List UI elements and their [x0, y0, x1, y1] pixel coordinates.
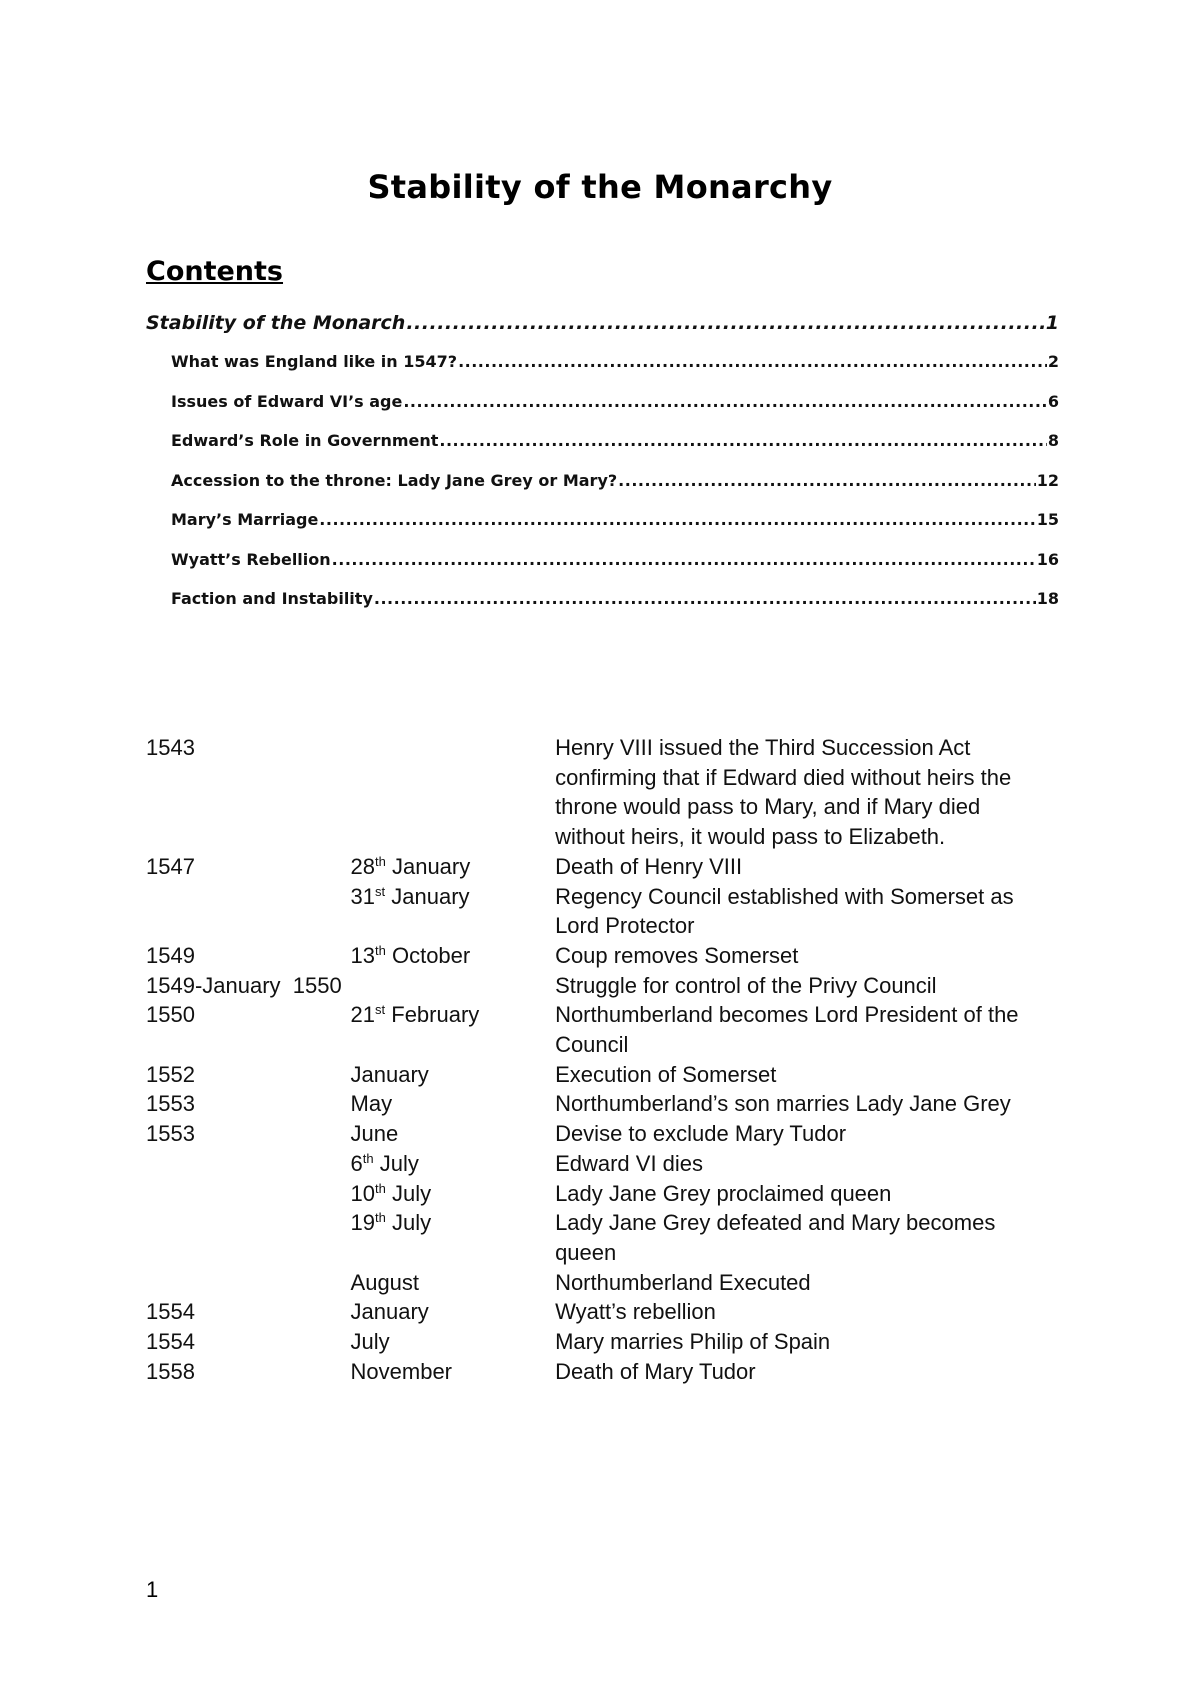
timeline-date — [351, 1179, 556, 1209]
toc-entry[interactable] — [146, 312, 1059, 352]
timeline-row — [146, 852, 1046, 882]
toc-entry-label: Faction and Instability — [171, 589, 373, 608]
toc-entry-page: 1 — [1045, 312, 1059, 334]
toc-dot-leader — [332, 550, 1036, 569]
date-month: January — [385, 853, 471, 879]
timeline-row — [146, 733, 1046, 852]
timeline-date — [351, 1268, 556, 1298]
timeline-row — [146, 1297, 1046, 1327]
toc-entry-page: 18 — [1036, 589, 1059, 608]
toc-entry[interactable] — [146, 471, 1059, 511]
toc-entry-label: What was England like in 1547? — [171, 352, 458, 371]
timeline-row — [146, 1357, 1046, 1387]
toc-entry-label: Issues of Edward VI’s age — [171, 391, 403, 411]
timeline-date — [351, 733, 556, 852]
date-month: May — [350, 1091, 393, 1117]
timeline-date — [351, 1149, 556, 1179]
date-month: January — [350, 1299, 429, 1325]
timeline-row — [146, 1000, 1046, 1059]
timeline-year: 1553 — [146, 1091, 195, 1117]
timeline-event: Northumberland Executed — [555, 1269, 811, 1295]
timeline-row — [146, 1327, 1046, 1357]
timeline-date — [351, 1060, 556, 1090]
timeline-year: 1550 — [146, 1002, 195, 1028]
toc-entry-label: Stability of the Monarch — [146, 312, 406, 334]
date-day: 10 — [350, 1180, 376, 1206]
timeline-row — [146, 1149, 1046, 1179]
date-ordinal-suffix: th — [375, 942, 386, 958]
timeline-year: 1554 — [146, 1329, 195, 1355]
timeline-row — [146, 1208, 1046, 1267]
timeline-event: Mary marries Philip of Spain — [555, 1329, 831, 1355]
timeline-date — [351, 1357, 556, 1387]
date-month: August — [350, 1269, 420, 1295]
timeline-date — [351, 1208, 556, 1267]
timeline-year — [146, 1268, 351, 1298]
timeline-date — [351, 1297, 556, 1327]
toc-entry[interactable] — [146, 510, 1059, 550]
timeline-event: Northumberland’s son marries Lady Jane Grey — [555, 1091, 1011, 1117]
timeline-row — [146, 1179, 1046, 1209]
timeline-year: 1553 — [146, 1121, 195, 1147]
timeline-year: 1549 — [146, 942, 195, 968]
timeline-year — [146, 1179, 351, 1209]
timeline-year — [146, 882, 351, 941]
date-day: 31 — [350, 883, 376, 909]
timeline-row — [146, 941, 1046, 971]
toc-entry-page: 8 — [1047, 431, 1059, 450]
toc-entry-label: Wyatt’s Rebellion — [171, 549, 331, 569]
date-ordinal-suffix: st — [375, 883, 386, 899]
toc-dot-leader — [406, 312, 1044, 334]
timeline-year: 1558 — [146, 1358, 195, 1384]
timeline-row — [146, 1060, 1046, 1090]
date-month: July — [385, 1180, 432, 1206]
toc-dot-leader — [439, 431, 1046, 450]
timeline-event: Wyatt’s rebellion — [555, 1299, 716, 1325]
date-month: June — [350, 1121, 399, 1147]
timeline-date — [351, 1119, 556, 1149]
toc-entry-page: 16 — [1036, 549, 1059, 569]
timeline-event: Lady Jane Grey defeated and Mary becomes queen — [555, 1210, 996, 1265]
contents-heading: Contents — [146, 256, 284, 287]
date-ordinal-suffix: st — [375, 1002, 386, 1018]
timeline-event: Death of Mary Tudor — [555, 1358, 756, 1384]
timeline-row — [146, 882, 1046, 941]
timeline-event: Struggle for control of the Privy Council — [555, 972, 937, 998]
toc-dot-leader — [319, 510, 1035, 529]
timeline-date — [351, 941, 556, 971]
toc-entry-page: 6 — [1047, 391, 1059, 411]
timeline-year — [146, 1208, 351, 1267]
date-month: February — [385, 1002, 480, 1028]
date-ordinal-suffix: th — [362, 1150, 374, 1166]
page-title: Stability of the Monarchy — [367, 168, 833, 206]
toc-entry[interactable] — [146, 392, 1059, 432]
toc-entry[interactable] — [146, 352, 1059, 392]
page-number: 1 — [146, 1577, 159, 1602]
toc-entry-page: 15 — [1036, 510, 1059, 529]
date-day: 21 — [350, 1002, 376, 1028]
toc-entry[interactable] — [146, 550, 1059, 590]
toc-entry-page: 2 — [1047, 352, 1059, 371]
timeline-row — [146, 1119, 1046, 1149]
date-month: July — [373, 1150, 419, 1176]
date-month: July — [385, 1210, 432, 1236]
timeline-event: Regency Council established with Somerset as Lord Protector — [555, 883, 1014, 939]
timeline-table — [146, 733, 1046, 1386]
timeline-date — [351, 1000, 556, 1059]
toc-dot-leader — [403, 392, 1047, 411]
date-day: 19 — [350, 1210, 376, 1236]
date-month: January — [385, 883, 470, 909]
toc-dot-leader — [618, 471, 1036, 490]
toc-entry-label: Accession to the throne: Lady Jane Grey or Mary? — [171, 470, 618, 490]
timeline-event: Death of Henry VIII — [555, 853, 743, 879]
date-day: 13 — [350, 942, 376, 968]
date-ordinal-suffix: th — [375, 1210, 386, 1226]
timeline-event: Execution of Somerset — [555, 1061, 777, 1087]
date-month: July — [350, 1329, 390, 1355]
timeline-event: Devise to exclude Mary Tudor — [555, 1121, 847, 1147]
toc-entry[interactable] — [146, 589, 1059, 629]
toc-entry-page: 12 — [1036, 470, 1059, 490]
timeline-event: Coup removes Somerset — [555, 942, 799, 968]
date-day: 6 — [350, 1150, 363, 1176]
timeline-date — [351, 971, 556, 1001]
toc-entry-label: Mary’s Marriage — [171, 510, 319, 529]
table-of-contents — [146, 312, 1059, 629]
date-ordinal-suffix: th — [375, 1180, 386, 1196]
date-ordinal-suffix: th — [375, 853, 386, 869]
timeline-event: Northumberland becomes Lord President of the Council — [555, 1002, 1019, 1058]
timeline-year: 1554 — [146, 1299, 195, 1325]
timeline-year: 1549-January 1550 — [146, 972, 342, 998]
date-month: November — [350, 1358, 453, 1384]
timeline-row — [146, 1089, 1046, 1119]
timeline-date — [351, 882, 556, 941]
timeline-date — [351, 1089, 556, 1119]
timeline-year: 1543 — [146, 735, 195, 760]
date-month: January — [350, 1061, 429, 1087]
toc-entry-label: Edward’s Role in Government — [171, 431, 439, 450]
timeline-date — [351, 1327, 556, 1357]
timeline-year: 1547 — [146, 853, 195, 879]
date-month: October — [385, 942, 471, 968]
toc-dot-leader — [458, 352, 1047, 371]
timeline-event: Henry VIII issued the Third Succession Act confirming that if Edward died without heirs the throne would pass to Mary, and if Mary died without heirs, it would pass to Elizabeth. — [555, 735, 1012, 850]
timeline-date — [351, 852, 556, 882]
timeline-year — [146, 1149, 351, 1179]
timeline-year: 1552 — [146, 1061, 195, 1087]
timeline-row — [146, 1268, 1046, 1298]
date-day: 28 — [350, 853, 376, 879]
timeline-event: Lady Jane Grey proclaimed queen — [555, 1180, 892, 1206]
timeline-event: Edward VI dies — [555, 1150, 704, 1176]
toc-entry[interactable] — [146, 431, 1059, 471]
timeline-row — [146, 971, 1046, 1001]
toc-dot-leader — [374, 589, 1036, 608]
